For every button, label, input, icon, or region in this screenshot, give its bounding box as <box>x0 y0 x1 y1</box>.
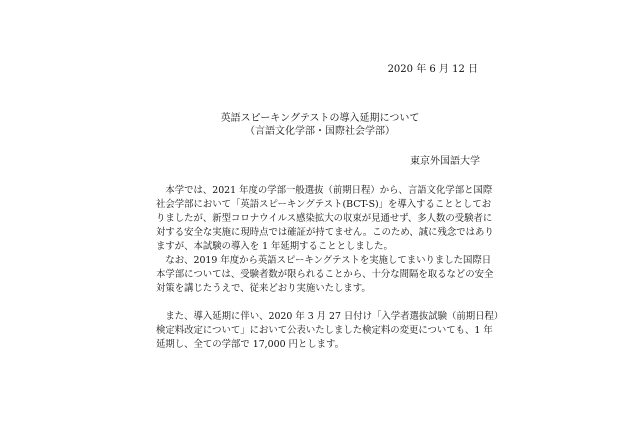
document-title <box>0 112 640 138</box>
paragraph-line: 対策を講じたうえで、従来どおり実施いたします。 <box>156 283 371 294</box>
paragraph-line: なお、2019 年度から英語スピーキングテストを実施してまいりました国際日 <box>156 255 492 266</box>
paragraph-3 <box>156 310 504 352</box>
paragraph-1 <box>156 184 494 254</box>
paragraph-line: 検定料改定について」において公表いたしました検定料の変更についても、1 年 <box>156 325 493 336</box>
paragraph-2 <box>156 254 494 296</box>
paragraph-line: 本学では、2021 年度の学部一般選抜（前期日程）から、言語文化学部と国際 <box>156 185 493 196</box>
title-line-main: 英語スピーキングテストの導入延期について <box>220 113 420 124</box>
paragraph-line: 延期し、全ての学部で 17,000 円とします。 <box>156 339 345 350</box>
paragraph-line: りましたが、新型コロナウイルス感染拡大の収束が見通せず、多人数の受験者に <box>156 213 493 224</box>
issuer-name: 東京外国語大学 <box>410 156 480 167</box>
paragraph-line: 社会学部において「英語スピーキングテスト(BCT-S)」を導入することとしてお <box>156 199 492 210</box>
document-date: 2020 年 6 月 12 日 <box>387 64 478 75</box>
document-body <box>156 184 504 352</box>
paragraph-line: また、導入延期に伴い、2020 年 3 月 27 日付け「入学者選抜試験（前期日程） <box>156 311 504 322</box>
paragraph-line: ますが、本試験の導入を 1 年延期することとしました。 <box>156 241 393 252</box>
title-line-sub: （言語文化学部・国際社会学部） <box>245 126 395 137</box>
paragraph-line: 本学部については、受験者数が限られることから、十分な間隔を取るなどの安全 <box>156 269 494 280</box>
paragraph-spacer <box>156 296 486 310</box>
paragraph-line: 対する安全な実施に現時点では確証が持てません。このため、誠に残念ではあり <box>156 227 494 238</box>
